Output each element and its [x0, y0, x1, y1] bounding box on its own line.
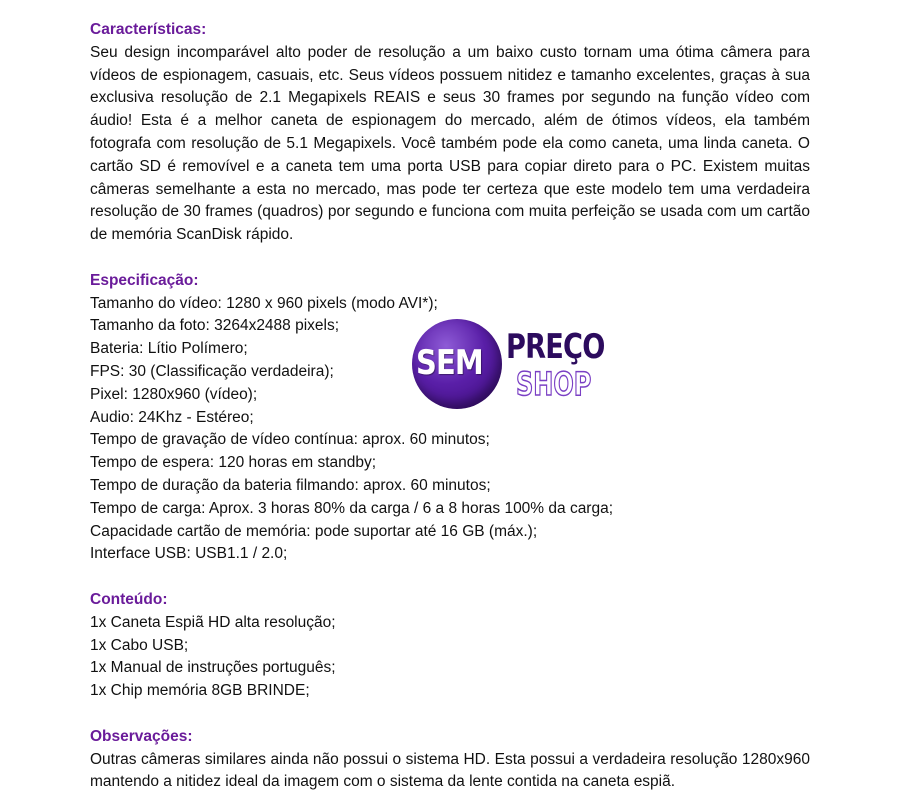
- spec-item: Interface USB: USB1.1 / 2.0;: [90, 545, 288, 563]
- section-title-conteudo: Conteúdo:: [90, 590, 168, 608]
- spec-item: Bateria: Lítio Polímero;: [90, 340, 248, 358]
- spec-item: Tempo de duração da bateria filmando: aprox. 60 minutos;: [90, 476, 491, 494]
- logo-word-sem: SEM: [416, 343, 483, 383]
- contents-item: 1x Cabo USB;: [90, 636, 189, 654]
- spec-item: Audio: 24Khz - Estéreo;: [90, 408, 254, 426]
- observacoes-text: Outras câmeras similares ainda não possui o sistema HD. Esta possui a verdadeira resolução 1280x960 mantendo a nitidez ideal da imagem com o sistema da lente contida na caneta espiã.: [90, 750, 810, 791]
- contents-list: [90, 612, 810, 703]
- spec-item: Pixel: 1280x960 (vídeo);: [90, 385, 258, 403]
- spec-item: Tempo de espera: 120 horas em standby;: [90, 454, 377, 472]
- spec-item: Tamanho do vídeo: 1280 x 960 pixels (modo AVI*);: [90, 294, 438, 312]
- spec-item: Capacidade cartão de memória: pode suportar até 16 GB (máx.);: [90, 522, 538, 540]
- spacer: [90, 247, 810, 270]
- caracteristicas-text: Seu design incomparável alto poder de resolução a um baixo custo tornam uma ótima câmera para vídeos de espionagem, casuais, etc. Seus vídeos possuem nitidez e tamanho excelentes, graças à sua exclusiva resolução de 2.1 Megapixels REAIS e seus 30 frames por segundo na função vídeo com áudio! Esta é a melhor caneta de espionagem do mercado, além de ótimos vídeos, ela também fotografa com resolução de 5.1 Megapixels. Você também pode ela como caneta, uma linda caneta. O cartão SD é removível e a caneta tem uma porta USB para copiar direto para o PC. Existem muitas câmeras semelhante a esta no mercado, mas pode ter certeza que este modelo tem uma verdadeira resolução de 30 frames (quadros) por segundo e funciona com muita perfeição se usada com um cartão de memória ScanDisk rápido.: [90, 43, 810, 244]
- spec-item: Tamanho da foto: 3264x2488 pixels;: [90, 317, 340, 335]
- contents-item: 1x Manual de instruções português;: [90, 659, 336, 677]
- section-title-observacoes: Observações:: [90, 727, 193, 745]
- logo-word-preco: PREÇO: [506, 327, 605, 367]
- spec-item: Tempo de gravação de vídeo contínua: aprox. 60 minutos;: [90, 431, 490, 449]
- logo-word-shop: SHOP: [516, 365, 592, 403]
- spec-item: FPS: 30 (Classificação verdadeira);: [90, 362, 334, 380]
- contents-item: 1x Chip memória 8GB BRINDE;: [90, 682, 310, 700]
- contents-item: 1x Caneta Espiã HD alta resolução;: [90, 613, 336, 631]
- spacer: [90, 703, 810, 726]
- spacer: [90, 566, 810, 589]
- sem-preco-shop-logo: [412, 319, 607, 409]
- section-title-especificacao: Especificação:: [90, 271, 199, 289]
- spec-item: Tempo de carga: Aprox. 3 horas 80% da carga / 6 a 8 horas 100% da carga;: [90, 499, 614, 517]
- section-title-caracteristicas: Características:: [90, 21, 207, 38]
